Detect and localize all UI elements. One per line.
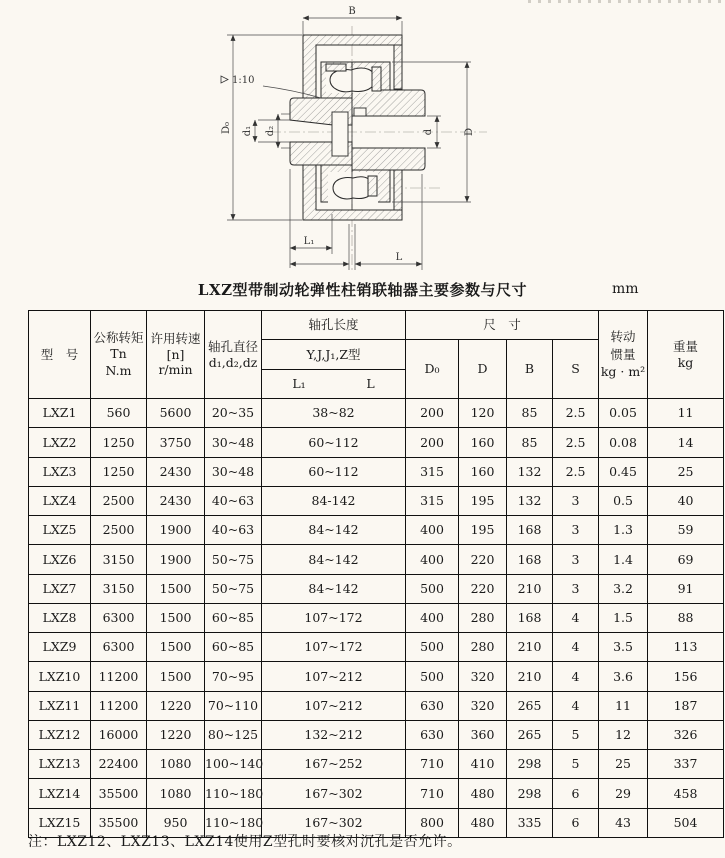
table-cell: 195 bbox=[459, 486, 507, 515]
table-cell: 710 bbox=[406, 779, 459, 808]
pin-sleeve-top bbox=[372, 67, 381, 91]
table-cell: LXZ14 bbox=[29, 779, 91, 808]
table-cell: 84~142 bbox=[262, 545, 406, 574]
table-cell: 315 bbox=[406, 486, 459, 515]
dim-label-d2: d₂ bbox=[265, 125, 276, 137]
table-cell: 6 bbox=[553, 779, 599, 808]
table-cell: 2500 bbox=[91, 516, 147, 545]
table-cell: 35500 bbox=[91, 808, 147, 837]
dim-label-d: d bbox=[423, 128, 434, 136]
table-cell: 11200 bbox=[91, 691, 147, 720]
table-cell: 210 bbox=[507, 574, 553, 603]
table-cell: LXZ12 bbox=[29, 720, 91, 749]
table-cell: 4 bbox=[553, 691, 599, 720]
table-cell: 4 bbox=[553, 603, 599, 632]
table-cell: 88 bbox=[648, 603, 724, 632]
pin-sleeve-bottom bbox=[368, 176, 377, 196]
drum-rim-upper bbox=[394, 45, 402, 89]
table-cell: 43 bbox=[599, 808, 648, 837]
table-cell: 1500 bbox=[147, 603, 205, 632]
table-cell: 410 bbox=[459, 750, 507, 779]
table-cell: 320 bbox=[459, 691, 507, 720]
table-cell: 107~212 bbox=[262, 691, 406, 720]
table-cell: 11 bbox=[648, 399, 724, 428]
table-cell: 20~35 bbox=[205, 399, 262, 428]
table-cell: 84-142 bbox=[262, 486, 406, 515]
table-cell: 120 bbox=[459, 399, 507, 428]
table-cell: 1250 bbox=[91, 457, 147, 486]
col-header-dimensions: 尺 寸 bbox=[406, 311, 599, 340]
table-cell: 16000 bbox=[91, 720, 147, 749]
table-cell: 220 bbox=[459, 545, 507, 574]
dim-label-D: D bbox=[464, 127, 475, 137]
table-cell: 1250 bbox=[91, 428, 147, 457]
table-cell: 70~95 bbox=[205, 662, 262, 691]
table-cell: 630 bbox=[406, 720, 459, 749]
table-cell: 60~112 bbox=[262, 457, 406, 486]
table-cell: 3 bbox=[553, 574, 599, 603]
table-row bbox=[29, 574, 724, 603]
table-cell: 91 bbox=[648, 574, 724, 603]
table-body bbox=[29, 399, 724, 838]
table-cell: 3150 bbox=[91, 545, 147, 574]
table-cell: 2.5 bbox=[553, 399, 599, 428]
table-cell: 3.2 bbox=[599, 574, 648, 603]
col-header-L1-L: L₁ L bbox=[262, 370, 406, 399]
table-row bbox=[29, 486, 724, 515]
table-cell: 50~75 bbox=[205, 574, 262, 603]
table-cell: LXZ13 bbox=[29, 750, 91, 779]
table-cell: 132 bbox=[507, 486, 553, 515]
table-cell: 710 bbox=[406, 750, 459, 779]
table-cell: LXZ2 bbox=[29, 428, 91, 457]
table-cell: 265 bbox=[507, 691, 553, 720]
table-row bbox=[29, 750, 724, 779]
table-cell: 280 bbox=[459, 633, 507, 662]
table-cell: 25 bbox=[599, 750, 648, 779]
table-cell: 5 bbox=[553, 750, 599, 779]
table-cell: 2.5 bbox=[553, 428, 599, 457]
dim-label-D0: D₀ bbox=[221, 121, 232, 135]
dim-label-L1: L₁ bbox=[303, 236, 315, 247]
table-cell: 265 bbox=[507, 720, 553, 749]
table-cell: 298 bbox=[507, 779, 553, 808]
col-header-D: D bbox=[459, 340, 507, 399]
table-cell: LXZ3 bbox=[29, 457, 91, 486]
table-cell: 40~63 bbox=[205, 486, 262, 515]
table-cell: 320 bbox=[459, 662, 507, 691]
table-cell: 500 bbox=[406, 633, 459, 662]
table-cell: 5 bbox=[553, 720, 599, 749]
drum-rim-lower bbox=[394, 166, 402, 210]
footnote: 注：LXZ12、LXZ13、LXZ14使用Z型孔时要核对沉孔是否允许。 bbox=[28, 834, 462, 850]
table-cell: 337 bbox=[648, 750, 724, 779]
table-cell: 504 bbox=[648, 808, 724, 837]
table-cell: 4 bbox=[553, 662, 599, 691]
table-cell: 14 bbox=[648, 428, 724, 457]
dim-label-B: B bbox=[348, 6, 356, 17]
table-cell: 167~302 bbox=[262, 779, 406, 808]
table-cell: 3750 bbox=[147, 428, 205, 457]
table-row bbox=[29, 428, 724, 457]
table-cell: 84~142 bbox=[262, 516, 406, 545]
table-cell: 85 bbox=[507, 399, 553, 428]
table-cell: 298 bbox=[507, 750, 553, 779]
table-cell: 800 bbox=[406, 808, 459, 837]
table-cell: 12 bbox=[599, 720, 648, 749]
table-cell: 500 bbox=[406, 662, 459, 691]
table-cell: 0.5 bbox=[599, 486, 648, 515]
table-cell: 1220 bbox=[147, 691, 205, 720]
taper-icon bbox=[221, 76, 228, 83]
col-header-bore-diameter: 轴孔直径 d₁,d₂,dz bbox=[205, 311, 262, 399]
table-cell: 6300 bbox=[91, 633, 147, 662]
table-cell: 6 bbox=[553, 808, 599, 837]
table-cell: 1900 bbox=[147, 545, 205, 574]
table-cell: 950 bbox=[147, 808, 205, 837]
table-row bbox=[29, 691, 724, 720]
table-cell: LXZ4 bbox=[29, 486, 91, 515]
table-cell: LXZ9 bbox=[29, 633, 91, 662]
table-cell: 59 bbox=[648, 516, 724, 545]
col-header-torque: 公称转矩Tn N.m bbox=[91, 311, 147, 399]
table-cell: LXZ10 bbox=[29, 662, 91, 691]
table-cell: 2430 bbox=[147, 486, 205, 515]
table-cell: 69 bbox=[648, 545, 724, 574]
table-row bbox=[29, 662, 724, 691]
table-cell: 3 bbox=[553, 516, 599, 545]
table-cell: 60~85 bbox=[205, 633, 262, 662]
table-cell: 3.5 bbox=[599, 633, 648, 662]
left-keyway bbox=[332, 112, 348, 156]
table-cell: 560 bbox=[91, 399, 147, 428]
table-cell: 5600 bbox=[147, 399, 205, 428]
table-cell: 2.5 bbox=[553, 457, 599, 486]
table-cell: 168 bbox=[507, 603, 553, 632]
table-cell: 360 bbox=[459, 720, 507, 749]
table-cell: 132 bbox=[507, 457, 553, 486]
table-cell: 11 bbox=[599, 691, 648, 720]
table-row bbox=[29, 603, 724, 632]
table-cell: LXZ8 bbox=[29, 603, 91, 632]
table-row bbox=[29, 516, 724, 545]
table-cell: 1220 bbox=[147, 720, 205, 749]
table-cell: 132~212 bbox=[262, 720, 406, 749]
table-cell: 22400 bbox=[91, 750, 147, 779]
table-cell: 210 bbox=[507, 662, 553, 691]
table-cell: 168 bbox=[507, 545, 553, 574]
col-header-D0: D₀ bbox=[406, 340, 459, 399]
col-header-weight: 重量 kg bbox=[648, 311, 724, 399]
dim-label-L: L bbox=[395, 252, 403, 263]
table-cell: 100~140 bbox=[205, 750, 262, 779]
page-title: LXZ型带制动轮弹性柱销联轴器主要参数与尺寸 bbox=[197, 281, 528, 299]
col-header-inertia: 转动 惯量 kg · m² bbox=[599, 311, 648, 399]
table-cell: 1500 bbox=[147, 662, 205, 691]
table-cell: 30~48 bbox=[205, 457, 262, 486]
unit-label: mm bbox=[612, 281, 639, 297]
table-cell: 38~82 bbox=[262, 399, 406, 428]
table-cell: 107~172 bbox=[262, 603, 406, 632]
table-cell: 160 bbox=[459, 457, 507, 486]
table-cell: 60~112 bbox=[262, 428, 406, 457]
elastic-pin-top bbox=[330, 68, 375, 92]
table-cell: 280 bbox=[459, 603, 507, 632]
table-cell: 35500 bbox=[91, 779, 147, 808]
table-cell: 500 bbox=[406, 574, 459, 603]
table-cell: 107~212 bbox=[262, 662, 406, 691]
table-cell: 200 bbox=[406, 428, 459, 457]
spec-table bbox=[28, 310, 724, 838]
table-cell: LXZ15 bbox=[29, 808, 91, 837]
taper-label: 1:10 bbox=[232, 75, 255, 86]
table-cell: 110~180 bbox=[205, 808, 262, 837]
table-cell: 85 bbox=[507, 428, 553, 457]
table-cell: 80~125 bbox=[205, 720, 262, 749]
table-cell: 630 bbox=[406, 691, 459, 720]
table-cell: 1500 bbox=[147, 633, 205, 662]
table-cell: 167~302 bbox=[262, 808, 406, 837]
table-row bbox=[29, 457, 724, 486]
table-cell: 187 bbox=[648, 691, 724, 720]
table-cell: 50~75 bbox=[205, 545, 262, 574]
table-cell: 107~172 bbox=[262, 633, 406, 662]
table-cell: LXZ5 bbox=[29, 516, 91, 545]
table-cell: 335 bbox=[507, 808, 553, 837]
table-cell: 11200 bbox=[91, 662, 147, 691]
elastic-pin-bottom bbox=[333, 177, 373, 199]
table-cell: 70~110 bbox=[205, 691, 262, 720]
table-cell: 4 bbox=[553, 633, 599, 662]
table-cell: 110~180 bbox=[205, 779, 262, 808]
table-cell: 6300 bbox=[91, 603, 147, 632]
col-header-B: B bbox=[507, 340, 553, 399]
table-cell: 480 bbox=[459, 808, 507, 837]
table-cell: 195 bbox=[459, 516, 507, 545]
dim-label-d1: d₁ bbox=[242, 125, 253, 137]
table-cell: 400 bbox=[406, 516, 459, 545]
table-cell: 1.4 bbox=[599, 545, 648, 574]
table-cell: 3150 bbox=[91, 574, 147, 603]
table-cell: 168 bbox=[507, 516, 553, 545]
table-row bbox=[29, 633, 724, 662]
table-cell: 0.05 bbox=[599, 399, 648, 428]
col-header-model: 型 号 bbox=[29, 311, 91, 399]
table-row bbox=[29, 545, 724, 574]
table-cell: 160 bbox=[459, 428, 507, 457]
table-row bbox=[29, 399, 724, 428]
table-cell: 1080 bbox=[147, 779, 205, 808]
col-header-S: S bbox=[553, 340, 599, 399]
table-cell: 2430 bbox=[147, 457, 205, 486]
pin-cap bbox=[326, 64, 346, 71]
col-header-bore-length: 轴孔长度 bbox=[262, 311, 406, 340]
technical-drawing bbox=[175, 2, 525, 282]
table-cell: 480 bbox=[459, 779, 507, 808]
table-cell: 0.08 bbox=[599, 428, 648, 457]
table-cell: 220 bbox=[459, 574, 507, 603]
table-cell: 315 bbox=[406, 457, 459, 486]
table-cell: 1.3 bbox=[599, 516, 648, 545]
col-header-bore-length-types: Y,J,J₁,Z型 bbox=[262, 340, 406, 370]
table-cell: 2500 bbox=[91, 486, 147, 515]
table-row bbox=[29, 720, 724, 749]
table-cell: 200 bbox=[406, 399, 459, 428]
table-cell: 1.5 bbox=[599, 603, 648, 632]
table-cell: 400 bbox=[406, 603, 459, 632]
table-cell: 60~85 bbox=[205, 603, 262, 632]
table-cell: 210 bbox=[507, 633, 553, 662]
right-keyway bbox=[354, 108, 366, 116]
table-cell: 1500 bbox=[147, 574, 205, 603]
table-cell: 326 bbox=[648, 720, 724, 749]
table-cell: 1080 bbox=[147, 750, 205, 779]
table-cell: 25 bbox=[648, 457, 724, 486]
table-cell: 30~48 bbox=[205, 428, 262, 457]
table-cell: 84~142 bbox=[262, 574, 406, 603]
table-cell: 156 bbox=[648, 662, 724, 691]
table-cell: 1900 bbox=[147, 516, 205, 545]
table-cell: 167~252 bbox=[262, 750, 406, 779]
table-cell: 3 bbox=[553, 486, 599, 515]
table-cell: 29 bbox=[599, 779, 648, 808]
table-cell: 0.45 bbox=[599, 457, 648, 486]
table-cell: 3.6 bbox=[599, 662, 648, 691]
cropped-text-artifact bbox=[528, 0, 723, 3]
table-cell: 113 bbox=[648, 633, 724, 662]
col-header-speed: 许用转速 [n] r/min bbox=[147, 311, 205, 399]
table-cell: 400 bbox=[406, 545, 459, 574]
table-cell: 458 bbox=[648, 779, 724, 808]
table-cell: 40~63 bbox=[205, 516, 262, 545]
right-hub-lower bbox=[352, 148, 425, 170]
table-cell: 40 bbox=[648, 486, 724, 515]
table-cell: 3 bbox=[553, 545, 599, 574]
table-cell: LXZ11 bbox=[29, 691, 91, 720]
table-row bbox=[29, 779, 724, 808]
table-cell: LXZ1 bbox=[29, 399, 91, 428]
table-cell: LXZ6 bbox=[29, 545, 91, 574]
table-cell: LXZ7 bbox=[29, 574, 91, 603]
